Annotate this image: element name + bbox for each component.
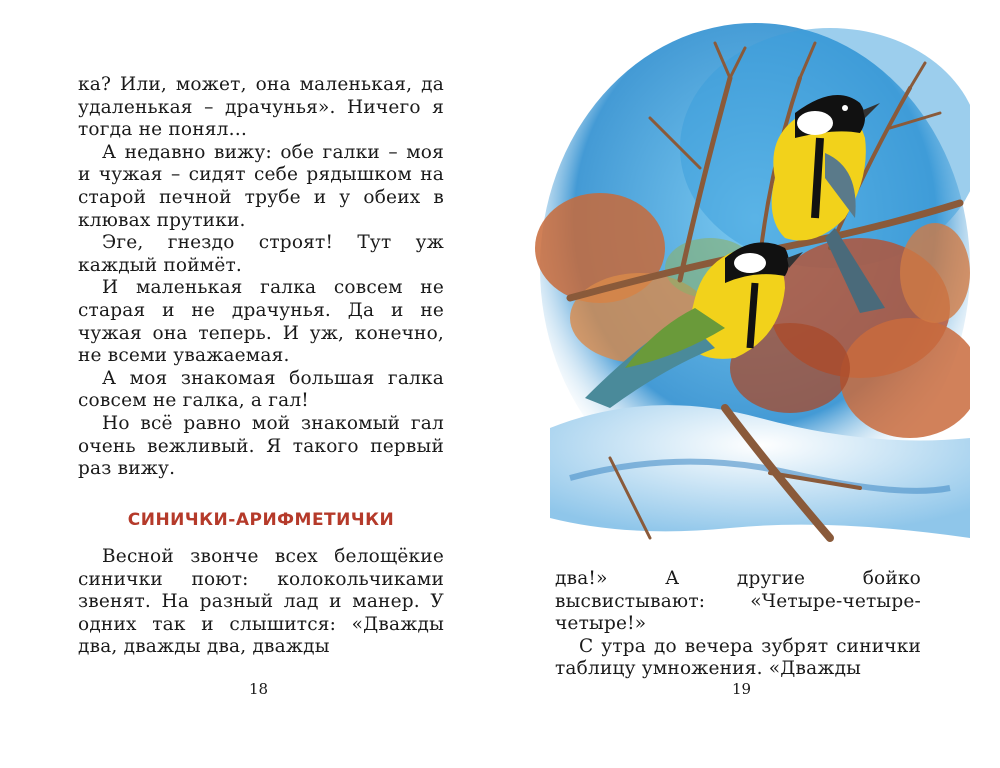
page-number: 19 xyxy=(732,680,752,698)
paragraph: Но всё равно мой знакомый гал очень вежливый. Я такого первый раз вижу. xyxy=(78,412,444,480)
birds-illustration xyxy=(530,18,970,548)
paragraph: Эге, гнездо строят! Тут уж каждый поймёт. xyxy=(78,232,444,276)
paragraph: два!» А другие бойко высвистывают: «Четыре-четыре-четыре!» xyxy=(555,568,921,635)
paragraph: И маленькая галка совсем не старая и не драчунья. Да и не чужая она теперь. И уж, конечно, не всеми уважаемая. xyxy=(78,277,444,367)
paragraph: ка? Или, может, она маленькая, да удаленькая – драчунья». Ничего я тогда не понял… xyxy=(78,74,444,141)
left-page-text-bottom xyxy=(78,546,444,659)
section-title: СИНИЧКИ-АРИФМЕТИЧКИ xyxy=(127,510,395,530)
left-page-text-top xyxy=(78,74,444,481)
paragraph: Весной звонче всех белощёкие синички поют: колокольчиками звенят. На разный лад и манер. У одних так и слышится: «Дважды два, дважды два, дважды xyxy=(78,546,444,658)
paragraph: А моя знакомая большая галка совсем не галка, а гал! xyxy=(78,367,444,412)
paragraph: А недавно вижу: обе галки – моя и чужая – сидят себе рядышком на старой печной трубе и у обеих в клювах прутики. xyxy=(78,141,444,231)
right-page-text xyxy=(555,568,921,681)
page-number: 18 xyxy=(249,680,269,698)
right-page xyxy=(500,0,1000,768)
paragraph: С утра до вечера зубрят синички таблицу умножения. «Дважды xyxy=(555,635,921,680)
